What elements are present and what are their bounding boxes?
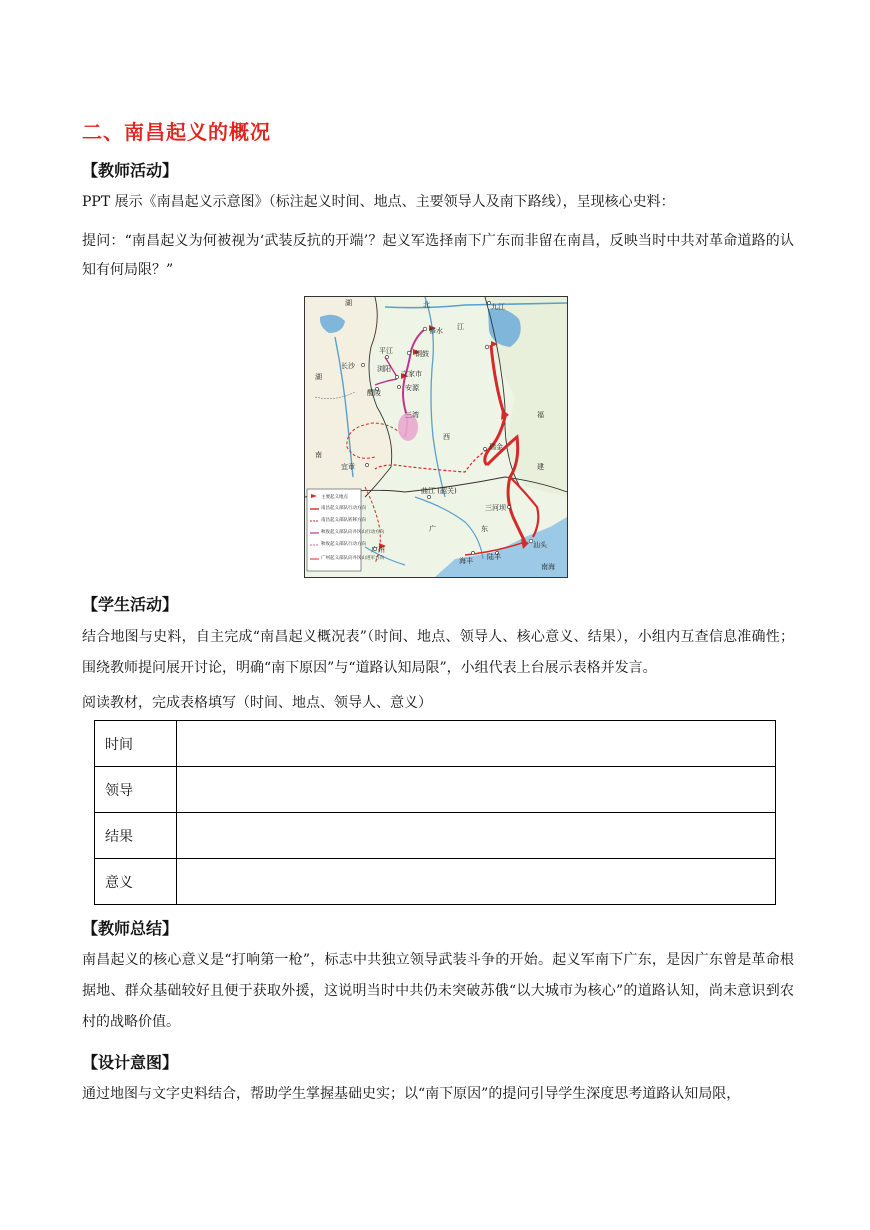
map-label-bei: 北 [423,301,430,309]
map-label-jian: 建 [537,463,544,471]
map-label-changsha: 长沙 [341,362,355,370]
map-label-sanwan: 三湾 [405,411,419,419]
table-row [95,813,776,859]
map-label-jiujiang: 九江 [491,303,505,311]
map-label-sanheba: 三河坝 [485,504,506,512]
legend-item-3: 南昌起义部队转移方向 [321,518,366,523]
section-title: 二、南昌起义的概况 [82,120,271,144]
map-label-liling: 醴陵 [367,389,381,397]
table-row-label: 领导 [95,767,177,813]
design-intent-heading: 【设计意图】 [82,1053,179,1072]
table-row-label: 结果 [95,813,177,859]
map-label-pingjiang: 平江 [379,347,393,355]
map-label-liuyang: 浏阳 [377,365,391,373]
table-row [95,859,776,905]
map-label-xiushui: 修水 [429,327,443,335]
map-label-nan: 南 [315,451,322,459]
table-row-label: 时间 [95,721,177,767]
teacher-activity-line1: PPT 展示《南昌起义示意图》（标注起义时间、地点、主要领导人及南下路线），呈现核心史料： [82,194,675,210]
map-label-shantou: 汕头 [533,541,547,549]
map-label-shaoguan: 曲江 (韶关) [421,487,457,495]
nanchang-uprising-map [304,296,568,578]
map-label-tonggu: 铜鼓 [415,350,429,358]
table-row-input[interactable] [177,721,776,767]
design-intent-para: 通过地图与文字史料结合，帮助学生掌握基础史实；以“南下原因”的提问引导学生深度思考道路认知局限， [82,1086,741,1102]
table-row-input[interactable] [177,813,776,859]
map-label-ruijin: 瑞金 [489,443,503,451]
map-label-hu-top: 湖 [345,299,352,307]
legend-item-4: 秋收起义部队向井冈山行动方向 [321,530,384,535]
legend-item-2: 南昌起义部队行动方向 [321,506,366,511]
map-label-yizhang: 宜章 [341,463,355,471]
teacher-summary-heading: 【教师总结】 [82,919,179,938]
teacher-summary-para: 南昌起义的核心意义是“打响第一枪”，标志中共独立领导武装斗争的开始。起义军南下广东，是因广东曾是革命根据地、群众基础较好且便于获取外援，这说明当时中共仍未突破苏俄“以大城市为核心”的道路认知，尚未意识到农村的战略价值。 [82,952,794,1030]
map-graphic [305,297,567,577]
table-row [95,721,776,767]
legend-item-1: 主要起义地点 [321,495,348,500]
map-label-xi: 西 [443,433,450,441]
table-row [95,767,776,813]
map-label-jiang-top: 江 [457,323,464,331]
teacher-activity-heading: 【教师活动】 [82,161,179,180]
legend-item-5: 秋收起义部队行动方向 [321,542,366,547]
map-label-fu: 福 [537,411,544,419]
map-label-guangzhou: 广州 [371,546,385,554]
map-label-nanhai: 南海 [541,563,555,571]
table-row-input[interactable] [177,859,776,905]
legend-item-6: 广州起义部队向井冈山进军方向 [321,556,384,561]
map-label-dong: 东 [481,525,488,533]
map-label-guang: 广 [429,525,436,533]
student-activity-para: 结合地图与史料，自主完成“南昌起义概况表”（时间、地点、领导人、核心意义、结果），小组内互查信息准确性；围绕教师提问展开讨论，明确“南下原因”与“道路认知局限”，小组代表上台展示表格并发言。 [82,629,794,676]
map-label-haifeng: 海丰 [459,557,473,565]
map-label-anyuan: 安源 [405,384,419,392]
table-instruction: 阅读教材，完成表格填写（时间、地点、领导人、意义） [82,695,432,711]
student-activity-heading: 【学生活动】 [82,595,179,614]
map-label-lufeng: 陆丰 [487,553,501,561]
table-row-input[interactable] [177,767,776,813]
map-label-hu-left: 湖 [315,373,322,381]
table-row-label: 意义 [95,859,177,905]
teacher-activity-question: 提问：“南昌起义为何被视为‘武装反抗的开端’？起义军选择南下广东而非留在南昌，反映当时中共对革命道路的认知有何局限？” [82,233,794,278]
map-label-wenjiashi: 文家市 [401,370,422,378]
summary-table [94,720,776,905]
